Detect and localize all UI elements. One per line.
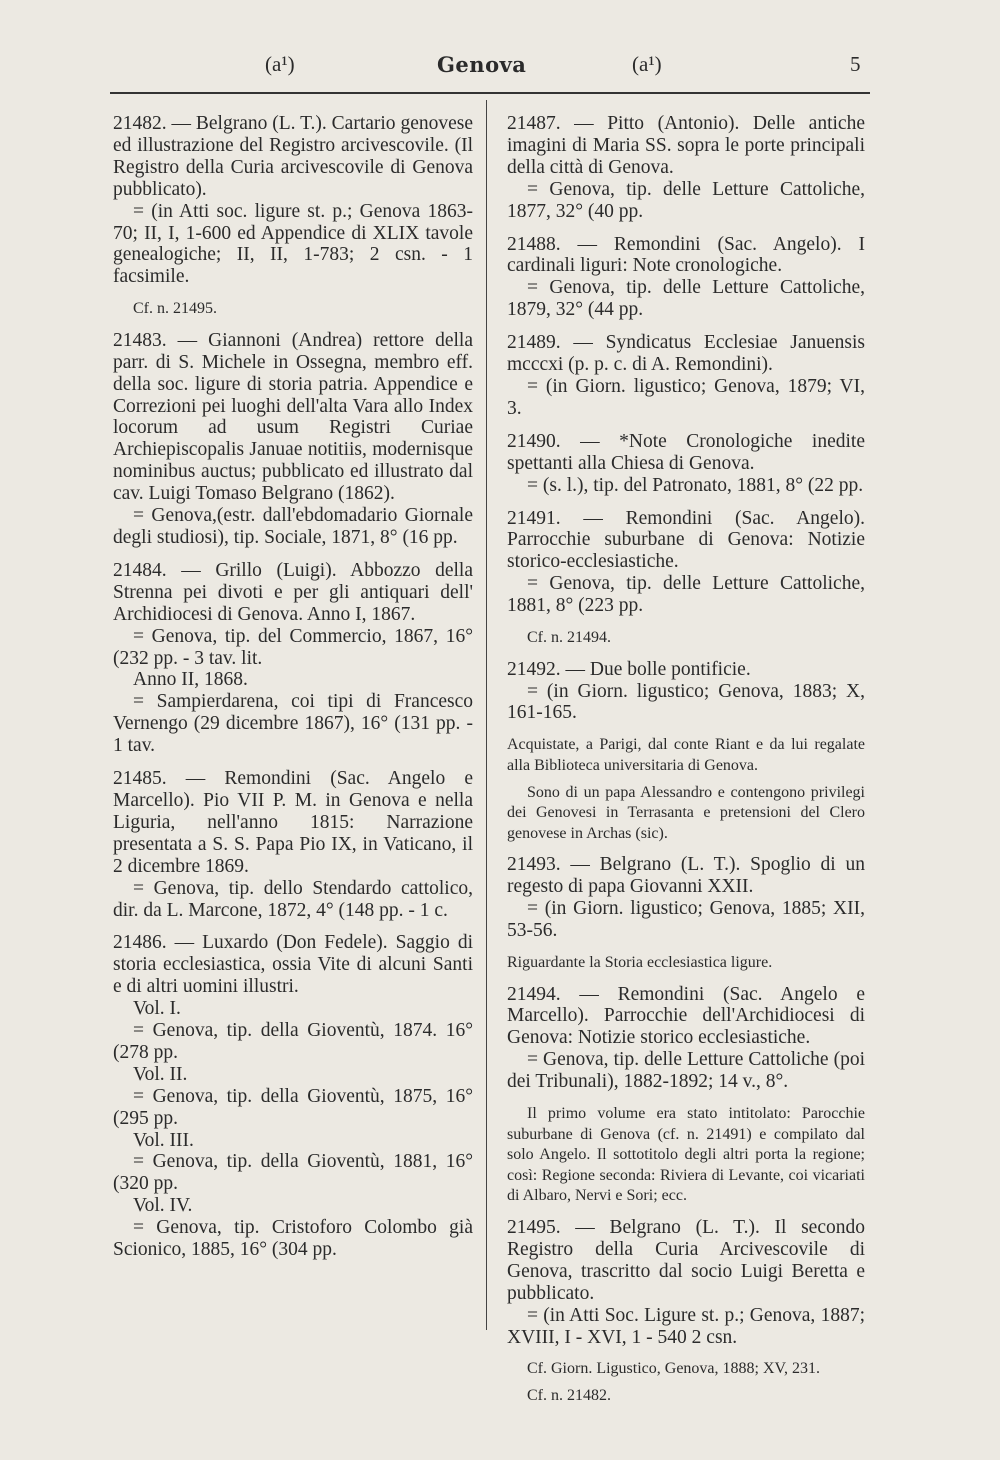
entry-imprint: = (s. l.), tip. del Patronato, 1881, 8° (22 pp.	[527, 474, 864, 496]
entry-imprint: = Genova, tip. delle Letture Cattoliche, 1877, 32° (40 pp.	[507, 178, 865, 222]
entry-note: Cf. Giorn. Ligustico, Genova, 1888; XV, 231.	[527, 1360, 821, 1378]
entry-note: Cf. n. 21495.	[133, 300, 217, 318]
right-column	[507, 113, 865, 1413]
entry-imprint: = Genova, tip. della Gioventù, 1881, 16° (320 pp.	[113, 1151, 473, 1195]
entry-title: 21492. — Due bolle pontificie.	[507, 658, 751, 680]
entry-title: 21489. — Syndicatus Ecclesiae Januensis mcccxi (p. p. c. di A. Remondini).	[507, 332, 865, 376]
entry-title: 21491. — Remondini (Sac. Angelo). Parrocchie suburbane di Genova: Notizie storico-ecclesiastiche.	[507, 507, 865, 573]
entry-21489	[507, 332, 865, 420]
header-left-mark: (a¹)	[265, 52, 295, 76]
entry-volume: Vol. IV.	[133, 1195, 193, 1217]
entry-note: Sono di un papa Alessandro e contengono privilegi dei Genovesi in Terrasanta e pretensioni del Clero genovese in Archas (sic).	[507, 783, 865, 842]
entry-21484	[113, 560, 473, 757]
entry-imprint: = Sampierdarena, coi tipi di Francesco Vernengo (29 dicembre 1867), 16° (131 pp. - 1 tav.	[113, 691, 473, 757]
header-title: Genova	[437, 52, 527, 77]
entry-21494	[507, 984, 865, 1094]
entry-title: 21495. — Belgrano (L. T.). Il secondo Registro della Curia Arcivescovile di Genova, trascritto dal socio Luigi Beretta e pubblicato.	[507, 1217, 865, 1304]
entry-title: 21482. — Belgrano (L. T.). Cartario genovese ed illustrazione del Registro arcivescovile. (Il Registro della Curia arcivescovile di Genova pubblicato).	[113, 113, 473, 200]
running-header	[0, 50, 1000, 84]
entry-note: Cf. n. 21494.	[527, 629, 611, 647]
entry-title: 21487. — Pitto (Antonio). Delle antiche imagini di Maria SS. sopra le porte principali della città di Genova.	[507, 113, 865, 178]
entry-imprint: = Genova, tip. della Gioventù, 1874. 16° (278 pp.	[113, 1020, 473, 1063]
entry-21488	[507, 234, 865, 322]
entry-21495	[507, 1217, 865, 1348]
header-right-mark: (a¹)	[632, 52, 662, 76]
entry-21482	[113, 113, 473, 288]
left-column	[113, 113, 473, 1272]
entry-title: 21484. — Grillo (Luigi). Abbozzo della Strenna pei divoti e per gli antiquari dell' Archidiocesi di Genova. Anno I, 1867.	[113, 559, 473, 625]
entry-21487	[507, 113, 865, 223]
entry-imprint: = (in Atti soc. ligure st. p.; Genova 1863-70; II, I, 1-600 ed Appendice di XLIX tavole genealogiche; II, II, 1-783; 2 csn. - 1 facsimile.	[113, 200, 473, 288]
entry-note: Acquistate, a Parigi, dal conte Riant e da lui regalate alla Biblioteca universitaria di Genova.	[507, 736, 865, 774]
entry-title: 21490. — *Note Cronologiche inedite spettanti alla Chiesa di Genova.	[507, 430, 865, 474]
entry-imprint: = (in Giorn. ligustico; Genova, 1883; X, 161-165.	[507, 680, 865, 724]
entry-21483	[113, 330, 473, 549]
column-divider	[486, 100, 487, 1330]
entry-imprint: = (in Atti Soc. Ligure st. p.; Genova, 1887; XVIII, I - XVI, 1 - 540 2 csn.	[507, 1304, 865, 1348]
entry-21485	[113, 768, 473, 921]
entry-imprint: = (in Giorn. ligustico; Genova, 1885; XII, 53-56.	[507, 898, 865, 942]
entry-note: Riguardante la Storia ecclesiastica ligure.	[507, 953, 773, 971]
entry-21492	[507, 659, 865, 725]
entry-imprint: = Genova,(estr. dall'ebdomadario Giornale degli studiosi), tip. Sociale, 1871, 8° (16 pp.	[113, 505, 473, 548]
entry-volume: Vol. II.	[133, 1063, 188, 1085]
entry-imprint: = Genova, tip. del Commercio, 1867, 16° (232 pp. - 3 tav. lit.	[113, 625, 473, 669]
entry-21493	[507, 854, 865, 942]
entry-21491	[507, 508, 865, 618]
entry-title: 21494. — Remondini (Sac. Angelo e Marcello). Parrocchie dell'Archidiocesi di Genova: Notizie storico ecclesiastiche.	[507, 983, 865, 1049]
entry-imprint: = Genova, tip. della Gioventù, 1875, 16° (295 pp.	[113, 1085, 473, 1129]
entry-title: 21488. — Remondini (Sac. Angelo). I cardinali liguri: Note cronologiche.	[507, 233, 865, 277]
entry-imprint: = Genova, tip. delle Letture Cattoliche, 1881, 8° (223 pp.	[507, 573, 865, 617]
entry-imprint: = Genova, tip. dello Stendardo cattolico, dir. da L. Marcone, 1872, 4° (148 pp. - 1 c.	[113, 877, 473, 921]
entry-21486	[113, 932, 473, 1261]
entry-volume: Vol. III.	[133, 1129, 194, 1151]
entry-title: 21486. — Luxardo (Don Fedele). Saggio di storia ecclesiastica, ossia Vite di alcuni Santi e di altri uomini illustri.	[113, 932, 473, 998]
entry-imprint: = Genova, tip. Cristoforo Colombo già Scionico, 1885, 16° (304 pp.	[113, 1217, 473, 1261]
entry-note: Cf. n. 21482.	[527, 1387, 611, 1405]
entry-volume: Vol. I.	[133, 998, 181, 1020]
entry-imprint: = Genova, tip. delle Letture Cattoliche, 1879, 32° (44 pp.	[507, 277, 865, 321]
entry-imprint: = Genova, tip. delle Letture Cattoliche (poi dei Tribunali), 1882-1892; 14 v., 8°.	[507, 1049, 865, 1093]
entry-21490	[507, 431, 865, 497]
header-rule	[110, 92, 870, 94]
entry-imprint: = (in Giorn. ligustico; Genova, 1879; VI, 3.	[507, 375, 865, 419]
page-number: 5	[850, 52, 861, 76]
entry-title: 21483. — Giannoni (Andrea) rettore della parr. di S. Michele in Ossegna, membro eff. della soc. ligure di storia patria. Appendice e Correzioni pei luoghi dell'alta Vara allo Index locorum ad usum Registri Curiae Archiepiscopalis Januae notitiis, modernisque nominibus auctus; pubblicato ed illustrato dal cav. Luigi Tomaso Belgrano (1862).	[113, 329, 473, 505]
entry-note: Il primo volume era stato intitolato: Parocchie suburbane di Genova (cf. n. 21491) e compilato dal solo Angelo. Il sottotitolo degli altri porta la regione; così: Regione seconda: Riviera di Levante, coi vicariati di Albaro, Nervi e Sori; ecc.	[507, 1105, 865, 1205]
entry-volume: Anno II, 1868.	[133, 669, 248, 691]
entry-title: 21493. — Belgrano (L. T.). Spoglio di un regesto di papa Giovanni XXII.	[507, 854, 865, 898]
entry-title: 21485. — Remondini (Sac. Angelo e Marcello). Pio VII P. M. in Genova e nella Liguria, nell'anno 1815: Narrazione presentata a S. S. Papa Pio IX, in Vaticano, il 2 dicembre 1869.	[113, 768, 473, 877]
